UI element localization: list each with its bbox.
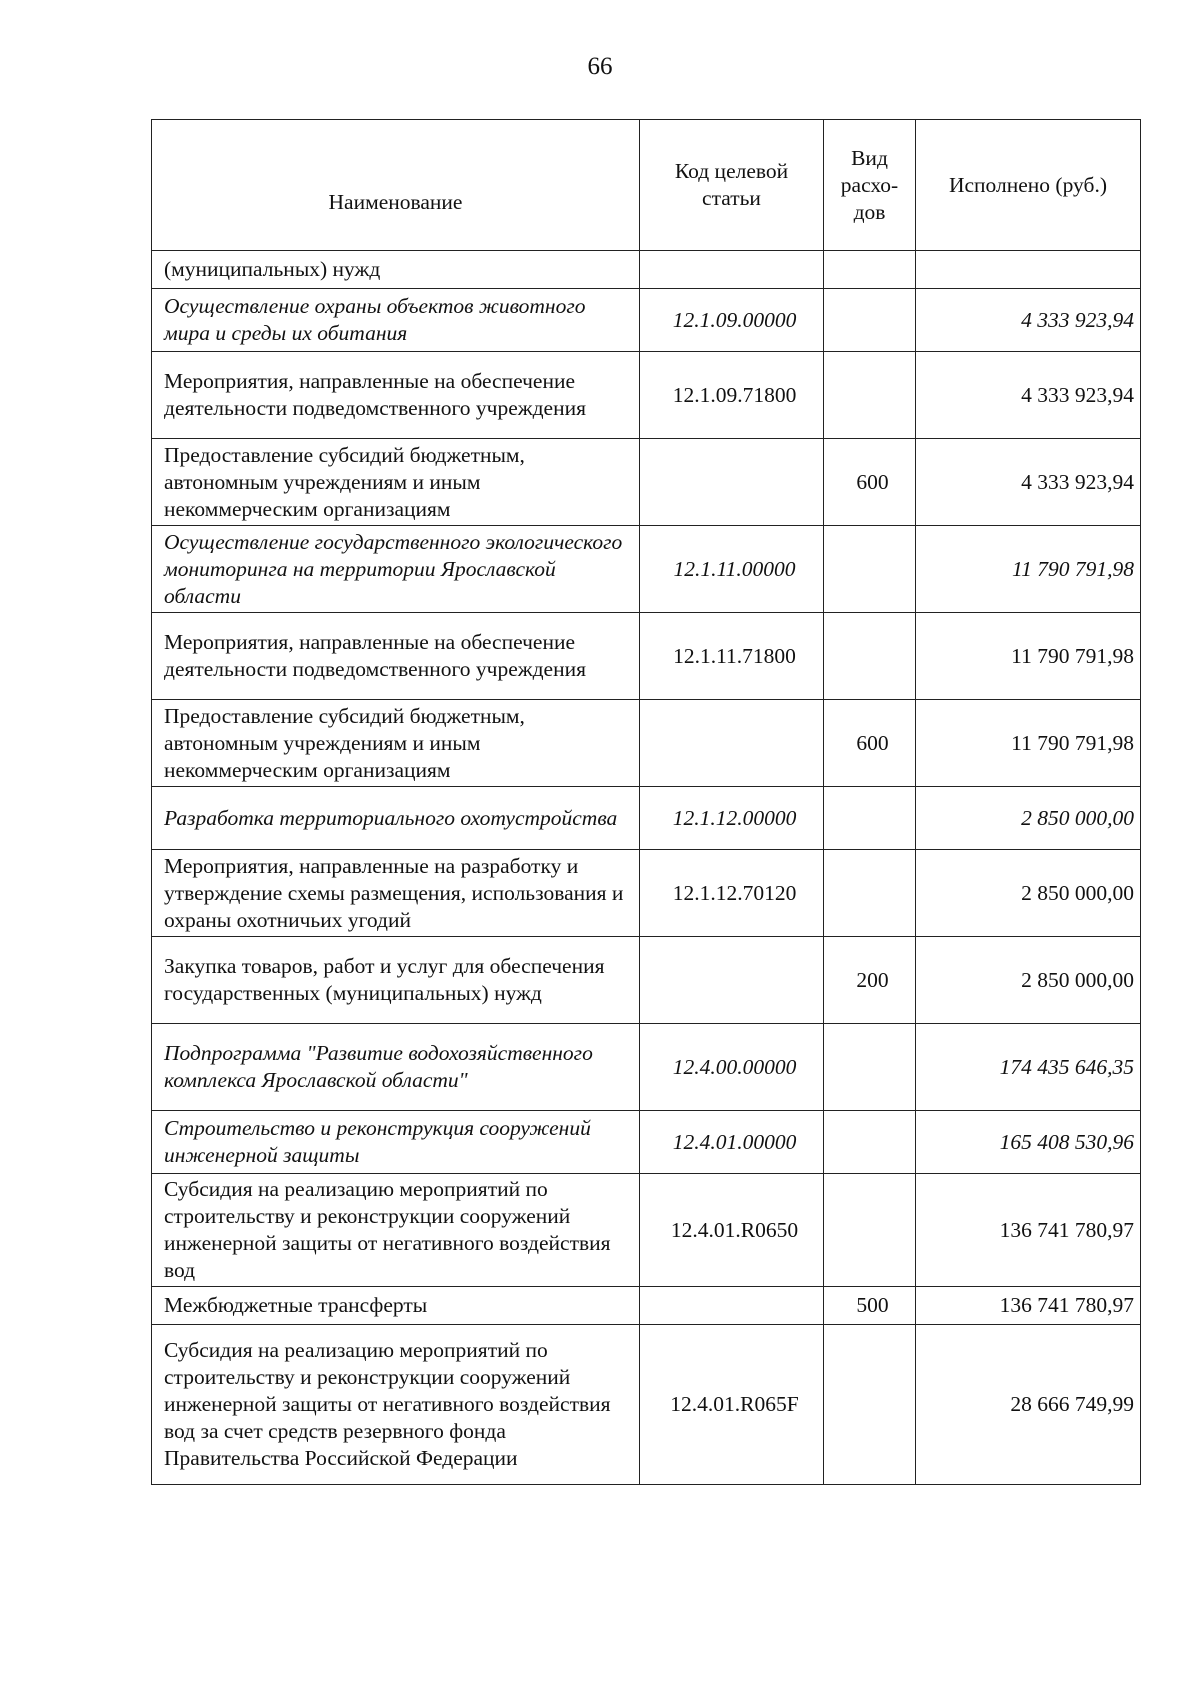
kind-cell: 500: [824, 1287, 916, 1325]
code-cell: 12.1.12.70120: [640, 850, 824, 937]
kind-cell: [824, 787, 916, 850]
kind-cell: 600: [824, 439, 916, 526]
kind-cell: [824, 1024, 916, 1111]
kind-cell: [824, 1325, 916, 1485]
kind-cell: [824, 1174, 916, 1287]
name-cell: Мероприятия, направленные на обеспечение деятельности подведомственного учреждения: [152, 613, 640, 700]
amount-cell: 4 333 923,94: [916, 439, 1141, 526]
kind-cell: 200: [824, 937, 916, 1024]
name-cell: Мероприятия, направленные на разработку и утверждение схемы размещения, использования и охраны охотничьих угодий: [152, 850, 640, 937]
amount-cell: 28 666 749,99: [916, 1325, 1141, 1485]
amount-cell: 11 790 791,98: [916, 613, 1141, 700]
code-cell: [640, 700, 824, 787]
amount-cell: 2 850 000,00: [916, 787, 1141, 850]
kind-cell: 600: [824, 700, 916, 787]
kind-cell: [824, 850, 916, 937]
code-cell: 12.1.09.00000: [640, 289, 824, 352]
table-row: [152, 1024, 1141, 1111]
header-amount: Исполнено (руб.): [916, 120, 1141, 251]
name-cell: Предоставление субсидий бюджетным, автономным учреждениям и иным некоммерческим организациям: [152, 439, 640, 526]
code-cell: [640, 937, 824, 1024]
table-body: [152, 251, 1141, 1485]
amount-cell: 174 435 646,35: [916, 1024, 1141, 1111]
table-row: [152, 700, 1141, 787]
table-row: [152, 439, 1141, 526]
kind-cell: [824, 1111, 916, 1174]
amount-cell: [916, 251, 1141, 289]
budget-table: [151, 119, 1141, 1485]
code-cell: [640, 439, 824, 526]
table-row: [152, 937, 1141, 1024]
table-row: [152, 352, 1141, 439]
code-cell: 12.4.01.00000: [640, 1111, 824, 1174]
table-row: [152, 850, 1141, 937]
amount-cell: 165 408 530,96: [916, 1111, 1141, 1174]
code-cell: 12.1.09.71800: [640, 352, 824, 439]
table-row: [152, 787, 1141, 850]
amount-cell: 4 333 923,94: [916, 352, 1141, 439]
table-header-row: [152, 120, 1141, 251]
page-number: 66: [587, 53, 613, 80]
amount-cell: 2 850 000,00: [916, 850, 1141, 937]
code-cell: 12.1.11.71800: [640, 613, 824, 700]
name-cell: Осуществление охраны объектов животного мира и среды их обитания: [152, 289, 640, 352]
kind-cell: [824, 613, 916, 700]
kind-cell: [824, 289, 916, 352]
amount-cell: 4 333 923,94: [916, 289, 1141, 352]
table-row: [152, 1174, 1141, 1287]
code-cell: 12.4.00.00000: [640, 1024, 824, 1111]
name-cell: Закупка товаров, работ и услуг для обеспечения государственных (муниципальных) нужд: [152, 937, 640, 1024]
code-cell: 12.1.11.00000: [640, 526, 824, 613]
name-cell: Мероприятия, направленные на обеспечение деятельности подведомственного учреждения: [152, 352, 640, 439]
header-name: Наименование: [152, 120, 640, 251]
name-cell: Разработка территориального охотустройства: [152, 787, 640, 850]
code-cell: [640, 251, 824, 289]
name-cell: Предоставление субсидий бюджетным, автономным учреждениям и иным некоммерческим организациям: [152, 700, 640, 787]
amount-cell: 2 850 000,00: [916, 937, 1141, 1024]
table-row: [152, 289, 1141, 352]
kind-cell: [824, 352, 916, 439]
name-cell: Строительство и реконструкция сооружений инженерной защиты: [152, 1111, 640, 1174]
amount-cell: 136 741 780,97: [916, 1287, 1141, 1325]
table-row: [152, 1287, 1141, 1325]
name-cell: Подпрограмма "Развитие водохозяйственного комплекса Ярославской области": [152, 1024, 640, 1111]
name-cell: Субсидия на реализацию мероприятий по строительству и реконструкции сооружений инженерной защиты от негативного воздействия вод: [152, 1174, 640, 1287]
name-cell: Осуществление государственного экологического мониторинга на территории Ярославской области: [152, 526, 640, 613]
code-cell: 12.1.12.00000: [640, 787, 824, 850]
kind-cell: [824, 526, 916, 613]
table-row: [152, 1111, 1141, 1174]
amount-cell: 11 790 791,98: [916, 526, 1141, 613]
table-row: [152, 251, 1141, 289]
name-cell: Субсидия на реализацию мероприятий по строительству и реконструкции сооружений инженерной защиты от негативного воздействия вод за счет средств резервного фонда Правительства Российской Федерации: [152, 1325, 640, 1485]
table-row: [152, 526, 1141, 613]
table-row: [152, 1325, 1141, 1485]
table-row: [152, 613, 1141, 700]
kind-cell: [824, 251, 916, 289]
code-cell: 12.4.01.R065F: [640, 1325, 824, 1485]
code-cell: 12.4.01.R0650: [640, 1174, 824, 1287]
name-cell: (муниципальных) нужд: [152, 251, 640, 289]
amount-cell: 11 790 791,98: [916, 700, 1141, 787]
header-code: Код целевой статьи: [640, 120, 824, 251]
name-cell: Межбюджетные трансферты: [152, 1287, 640, 1325]
code-cell: [640, 1287, 824, 1325]
header-kind: Вид расхо-дов: [824, 120, 916, 251]
amount-cell: 136 741 780,97: [916, 1174, 1141, 1287]
